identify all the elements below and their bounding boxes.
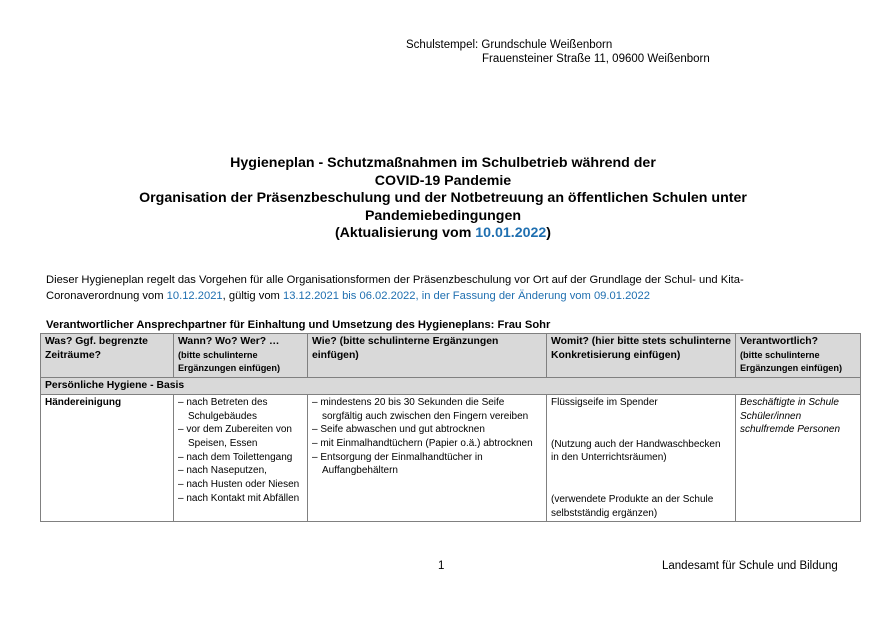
title-update-date: 10.01.2022 — [475, 225, 547, 242]
list-item: – nach Betreten des Schulgebäudes — [178, 396, 303, 423]
header-with: Womit? (hier bitte stets schulinterne Konkretisierung einfügen) — [547, 334, 736, 378]
with-line-2: (Nutzung auch der Handwaschbecken in den Unterrichtsräumen) — [551, 438, 721, 464]
responsible-person: Verantwortlicher Ansprechpartner für Einhaltung und Umsetzung des Hygieneplans: Frau Sohr — [46, 319, 551, 331]
list-item: – vor dem Zubereiten von Speisen, Essen — [178, 423, 303, 450]
header-when: Wann? Wo? Wer? … (bitte schulinterne Ergänzungen einfügen) — [174, 334, 308, 378]
title-line-1: Hygieneplan - Schutzmaßnahmen im Schulbetrieb während der — [230, 155, 656, 171]
with-line-1: Flüssigseife im Spender — [551, 396, 658, 408]
table-row — [41, 394, 861, 522]
header-responsible-sub: (bitte schulinterne Ergänzungen einfügen) — [740, 349, 843, 374]
stamp-line-1: Schulstempel: Grundschule Weißenborn — [406, 39, 613, 51]
intro-text-2: , gültig vom — [222, 290, 283, 302]
header-how: Wie? (bitte schulinterne Ergänzungen einfügen) — [308, 334, 547, 378]
list-item: – Entsorgung der Einmalhandtücher in Auffangbehältern — [312, 451, 542, 478]
list-item: – nach Naseputzen, — [178, 464, 303, 478]
page-number: 1 — [438, 560, 445, 572]
cell-responsible: Beschäftigte in Schule Schüler/innen schulfremde Personen — [736, 394, 861, 522]
title-line-5 — [40, 225, 846, 243]
title-line-4: Pandemiebedingungen — [364, 207, 522, 224]
list-item: – nach dem Toilettengang — [178, 451, 303, 465]
stamp-line-2: Frauensteiner Straße 11, 09600 Weißenborn — [482, 53, 710, 65]
intro-text-1: Dieser Hygieneplan regelt das Vorgehen für alle Organisationsformen der Präsenzbeschulung vor Ort auf der Grundlage der Schul- und Kita-Coronaverordnung vom — [46, 274, 744, 302]
cell-what: Händereinigung — [41, 394, 174, 522]
table-header-row — [41, 334, 861, 378]
header-when-sub: (bitte schulinterne Ergänzungen einfügen) — [178, 349, 281, 374]
title-line-2: COVID-19 Pandemie — [374, 172, 512, 189]
cell-with — [547, 394, 736, 522]
hygiene-table — [40, 333, 861, 522]
school-stamp — [406, 38, 710, 66]
title-update-prefix: (Aktualisierung vom — [334, 225, 476, 242]
intro-paragraph — [46, 272, 836, 304]
document-title — [40, 155, 846, 243]
list-item: – Seife abwaschen und gut abtrocknen — [312, 423, 542, 437]
with-line-3: (verwendete Produkte an der Schule selbstständig ergänzen) — [551, 493, 714, 519]
intro-date-2: 13.12.2021 bis 06.02.2022, in der Fassung der Änderung vom 09.01.2022 — [282, 290, 650, 302]
list-item: – mit Einmalhandtüchern (Papier o.ä.) abtrocknen — [312, 437, 542, 451]
cell-how — [308, 394, 547, 522]
title-update-suffix: ) — [546, 225, 552, 242]
cell-when — [174, 394, 308, 522]
header-responsible: Verantwortlich? (bitte schulinterne Ergänzungen einfügen) — [736, 334, 861, 378]
footer-organization: Landesamt für Schule und Bildung — [662, 560, 838, 572]
section-row — [41, 378, 861, 395]
title-line-3: Organisation der Präsenzbeschulung und der Notbetreuung an öffentlichen Schulen unter — [139, 190, 747, 207]
intro-date-1: 10.12.2021 — [166, 290, 223, 302]
list-item: – nach Kontakt mit Abfällen — [178, 492, 303, 506]
header-what: Was? Ggf. begrenzte Zeiträume? — [41, 334, 174, 378]
list-item: – nach Husten oder Niesen — [178, 478, 303, 492]
list-item: – mindestens 20 bis 30 Sekunden die Seife sorgfältig auch zwischen den Fingern vereiben — [312, 396, 542, 423]
section-title: Persönliche Hygiene - Basis — [41, 378, 861, 395]
